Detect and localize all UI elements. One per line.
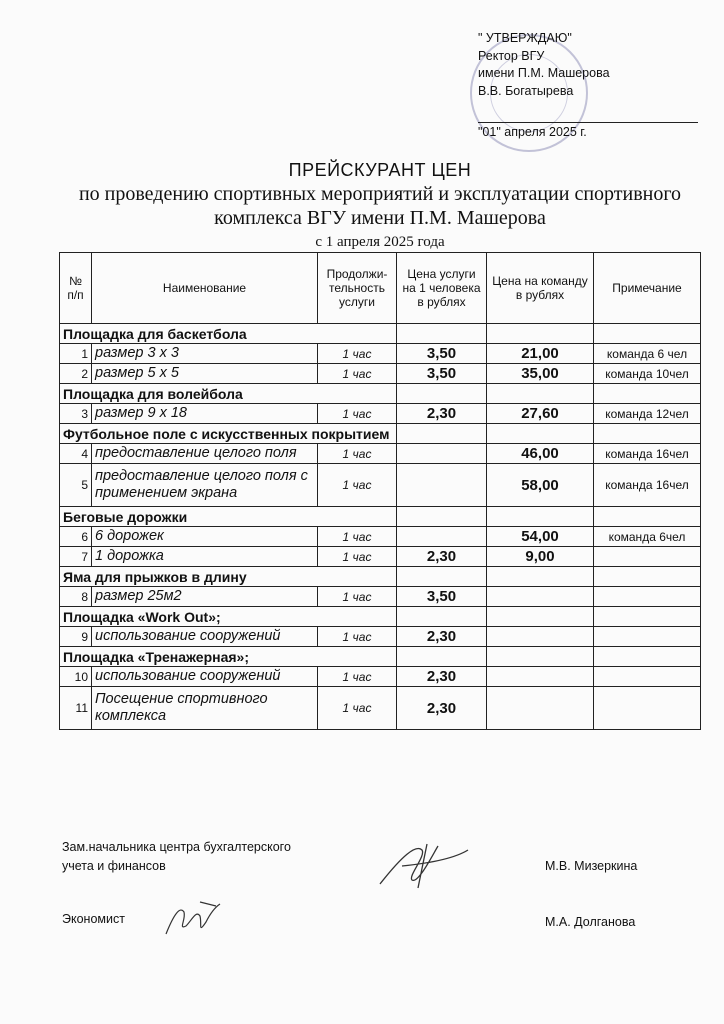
row-price-person: 2,30 [397,627,487,647]
signature-1-icon [372,836,472,892]
section-empty-cell [594,507,701,527]
row-price-team: 9,00 [487,547,594,567]
document-title [40,158,720,251]
row-name: размер 5 х 5 [92,364,318,384]
row-note [594,667,701,687]
row-duration: 1 час [318,464,397,507]
table-row [60,587,701,607]
row-price-person [397,444,487,464]
row-name: использование сооружений [92,667,318,687]
approval-org: имени П.М. Машерова [478,66,610,80]
section-row [60,384,701,404]
row-price-person [397,527,487,547]
row-name: размер 3 х 3 [92,344,318,364]
row-name: предоставление целого поля [92,444,318,464]
row-duration: 1 час [318,404,397,424]
table-body [60,324,701,730]
row-note [594,547,701,567]
signer-1-position-line2: учета и финансов [62,859,166,873]
table-row [60,547,701,567]
section-empty-cell [487,324,594,344]
row-price-team [487,687,594,730]
row-price-person: 2,30 [397,667,487,687]
section-title: Площадка для баскетбола [60,324,397,344]
section-empty-cell [487,424,594,444]
row-note: команда 6чел [594,527,701,547]
row-price-team [487,667,594,687]
section-empty-cell [594,567,701,587]
row-price-team [487,627,594,647]
section-row [60,647,701,667]
section-empty-cell [594,324,701,344]
row-name: размер 25м2 [92,587,318,607]
section-empty-cell [594,424,701,444]
section-row [60,607,701,627]
approval-person: В.В. Богатырева [478,83,574,98]
section-row [60,507,701,527]
table-header-row [60,253,701,324]
section-title: Площадка «Тренажерная»; [60,647,397,667]
row-price-team: 58,00 [487,464,594,507]
row-num: 10 [60,667,92,687]
row-name: предоставление целого поля с применением экрана [92,464,318,507]
section-empty-cell [487,567,594,587]
section-empty-cell [487,607,594,627]
title-subtitle-1: по проведению спортивных мероприятий и эксплуатации спортивного [78,183,682,205]
header-note: Примечание [594,253,701,324]
row-note [594,587,701,607]
approval-date: "01" апреля 2025 г. [478,125,587,139]
row-num: 1 [60,344,92,364]
table-row [60,667,701,687]
section-empty-cell [397,567,487,587]
approval-position: Ректор ВГУ [478,48,545,63]
row-price-person: 2,30 [397,404,487,424]
section-title: Яма для прыжков в длину [60,567,397,587]
section-title: Площадка «Work Out»; [60,607,397,627]
row-name: размер 9 х 18 [92,404,318,424]
table-row [60,404,701,424]
approval-block [478,30,698,142]
row-name: Посещение спортивного комплекса [92,687,318,730]
header-num: № п/п [60,253,92,324]
row-price-team: 27,60 [487,404,594,424]
section-empty-cell [397,424,487,444]
row-price-team: 35,00 [487,364,594,384]
signer-2-position: Экономист [62,912,125,926]
section-empty-cell [594,384,701,404]
row-note: команда 12чел [594,404,701,424]
row-num: 6 [60,527,92,547]
section-empty-cell [594,647,701,667]
table-row [60,687,701,730]
row-num: 7 [60,547,92,567]
header-duration: Продолжи-тельность услуги [318,253,397,324]
row-price-person: 3,50 [397,344,487,364]
section-empty-cell [397,324,487,344]
table-row [60,364,701,384]
row-price-team: 54,00 [487,527,594,547]
row-note: команда 6 чел [594,344,701,364]
title-subtitle-2: комплекса ВГУ имени П.М. Машерова [214,207,546,229]
section-row [60,324,701,344]
section-empty-cell [487,384,594,404]
row-duration: 1 час [318,364,397,384]
row-duration: 1 час [318,344,397,364]
table-row [60,344,701,364]
signer-1-position [62,838,291,876]
row-note [594,627,701,647]
row-price-person: 3,50 [397,587,487,607]
row-duration: 1 час [318,687,397,730]
section-empty-cell [594,607,701,627]
row-num: 2 [60,364,92,384]
row-note: команда 10чел [594,364,701,384]
row-num: 4 [60,444,92,464]
row-note: команда 16чел [594,444,701,464]
row-note [594,687,701,730]
table-row [60,464,701,507]
header-price-person: Цена услуги на 1 человека в рублях [397,253,487,324]
signature-2-icon [160,896,230,942]
row-price-team [487,587,594,607]
row-note: команда 16чел [594,464,701,507]
section-row [60,424,701,444]
title-effective-date: с 1 апреля 2025 года [315,234,445,250]
row-duration: 1 час [318,627,397,647]
signer-1-name: М.В. Мизеркина [545,859,638,873]
signer-1-position-line1: Зам.начальника центра бухгалтерского [62,840,291,854]
row-price-person: 2,30 [397,547,487,567]
row-num: 9 [60,627,92,647]
section-empty-cell [397,647,487,667]
row-duration: 1 час [318,444,397,464]
approval-heading: " УТВЕРЖДАЮ" [478,31,572,45]
section-title: Футбольное поле с искусственных покрытием [60,424,397,444]
section-empty-cell [397,607,487,627]
table-row [60,627,701,647]
row-duration: 1 час [318,547,397,567]
title-main: ПРЕЙСКУРАНТ ЦЕН [288,160,472,180]
section-empty-cell [397,507,487,527]
section-title: Беговые дорожки [60,507,397,527]
table-row [60,444,701,464]
row-num: 11 [60,687,92,730]
price-table [59,252,701,730]
signer-2-name: М.А. Долганова [545,915,636,929]
table-row [60,527,701,547]
row-name: 6 дорожек [92,527,318,547]
header-price-team: Цена на команду в рублях [487,253,594,324]
row-price-team: 46,00 [487,444,594,464]
section-empty-cell [487,647,594,667]
row-num: 5 [60,464,92,507]
row-price-team: 21,00 [487,344,594,364]
row-price-person: 2,30 [397,687,487,730]
header-name: Наименование [92,253,318,324]
row-num: 3 [60,404,92,424]
section-empty-cell [397,384,487,404]
section-row [60,567,701,587]
row-duration: 1 час [318,587,397,607]
section-title: Площадка для волейбола [60,384,397,404]
row-duration: 1 час [318,527,397,547]
row-duration: 1 час [318,667,397,687]
row-price-person [397,464,487,507]
section-empty-cell [487,507,594,527]
row-name: использование сооружений [92,627,318,647]
row-name: 1 дорожка [92,547,318,567]
row-num: 8 [60,587,92,607]
approval-signature-line [478,122,698,123]
row-price-person: 3,50 [397,364,487,384]
